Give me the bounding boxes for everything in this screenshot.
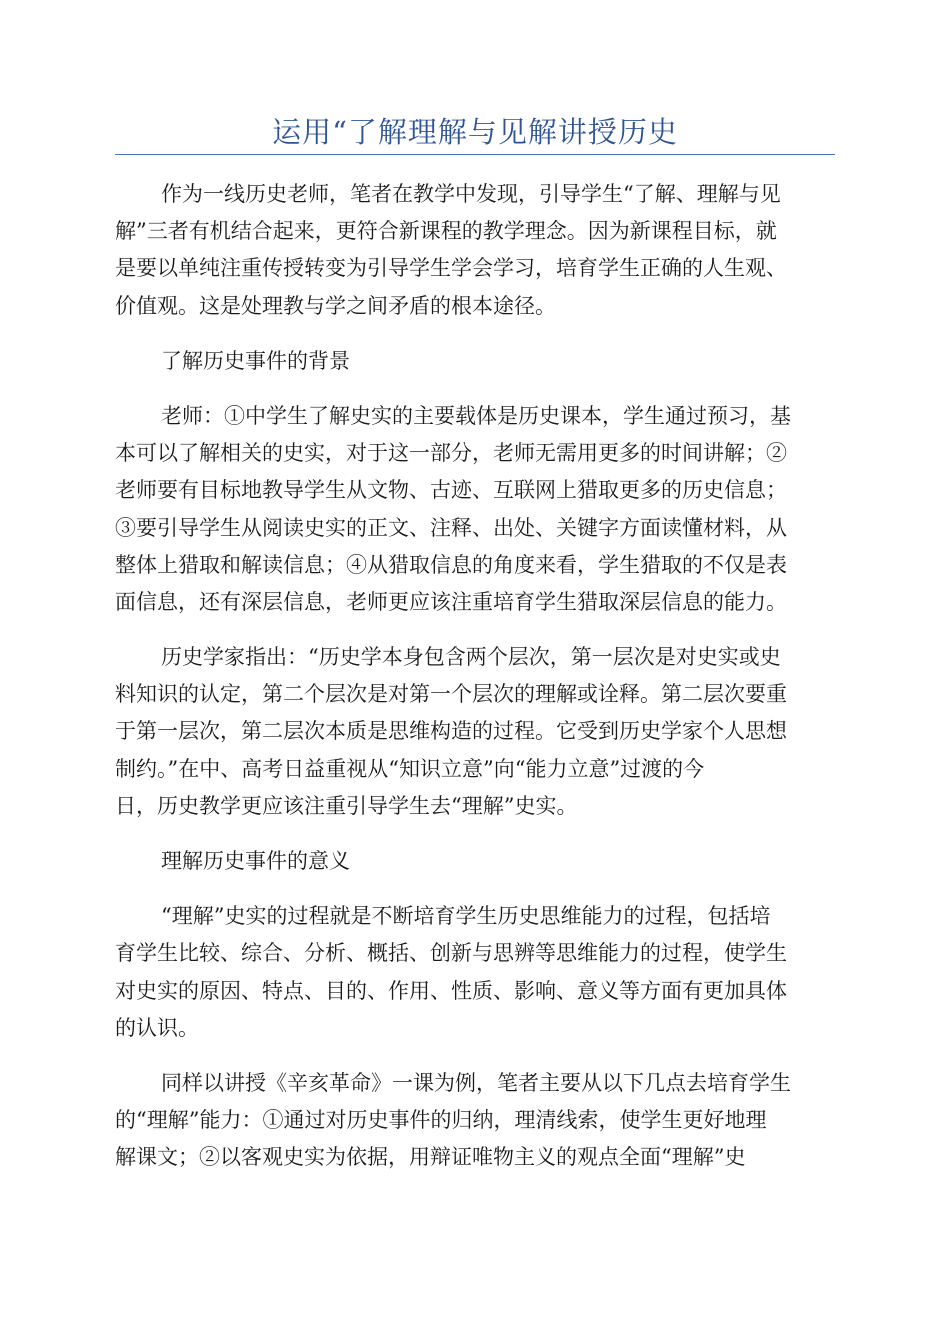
text-line: 老师要有目标地教导学生从文物、古迹、互联网上猎取更多的历史信息； [115, 478, 787, 503]
text-line: 整体上猎取和解读信息；④从猎取信息的角度来看，学生猎取的不仅是表 [115, 552, 787, 577]
text-line: 育学生比较、综合、分析、概括、创新与思辨等思维能力的过程，使学生 [115, 941, 787, 966]
text-line: 了解历史事件的背景 [161, 348, 350, 373]
document-body [115, 176, 835, 1177]
text-line: 解课文；②以客观史实为依据，用辩证唯物主义的观点全面“理解”史 [115, 1145, 746, 1170]
text-line: 料知识的认定，第二个层次是对第一个层次的理解或诠释。第二层次要重 [115, 682, 787, 707]
paragraph-gap [115, 880, 835, 898]
paragraph-gap [115, 325, 835, 343]
text-line: 同样以讲授《辛亥革命》一课为例，笔者主要从以下几点去培育学生 [161, 1070, 791, 1095]
text-line: 价值观。这是处理教与学之间矛盾的根本途径。 [115, 293, 556, 318]
text-line: 是要以单纯注重传授转变为引导学生学会学习，培育学生正确的人生观、 [115, 256, 787, 281]
text-line: 制约。”在中、高考日益重视从“知识立意”向“能力立意”过渡的今 [115, 756, 705, 781]
text-line: ③要引导学生从阅读史实的正文、注释、出处、关键字方面读懂材料，从 [115, 515, 787, 540]
text-line: 对史实的原因、特点、目的、作用、性质、影响、意义等方面有更加具体 [115, 978, 787, 1003]
text-line: 的认识。 [115, 1015, 199, 1040]
text-line: 解”三者有机结合起来，更符合新课程的教学理念。因为新课程目标，就 [115, 219, 777, 244]
paragraph-gap [115, 1047, 835, 1065]
text-line: 本可以了解相关的史实，对于这一部分，老师无需用更多的时间讲解；② [115, 441, 787, 466]
text-line: 于第一层次，第二层次本质是思维构造的过程。它受到历史学家个人思想 [115, 719, 787, 744]
text-line: “理解”史实的过程就是不断培育学生历史思维能力的过程，包括培 [161, 904, 771, 929]
title-underline [115, 154, 835, 155]
text-line: 历史学家指出：“历史学本身包含两个层次，第一层次是对史实或史 [161, 645, 781, 670]
paragraph-gap [115, 380, 835, 398]
paragraph-gap [115, 825, 835, 843]
text-line: 理解历史事件的意义 [161, 849, 350, 873]
text-line: 面信息，还有深层信息，老师更应该注重培育学生猎取深层信息的能力。 [115, 589, 787, 614]
paragraph-gap [115, 621, 835, 639]
page-title: 运用“了解理解与见解讲授历史 [272, 115, 678, 149]
text-line: 作为一线历史老师，笔者在教学中发现，引导学生“了解、理解与见 [161, 182, 781, 206]
text-line: 日，历史教学更应该注重引导学生去“理解”史实。 [115, 793, 578, 818]
text-line: 老师：①中学生了解史实的主要载体是历史课本，学生通过预习，基 [161, 403, 791, 428]
text-line: 的“理解”能力：①通过对历史事件的归纳，理清线索，使学生更好地理 [115, 1108, 767, 1133]
